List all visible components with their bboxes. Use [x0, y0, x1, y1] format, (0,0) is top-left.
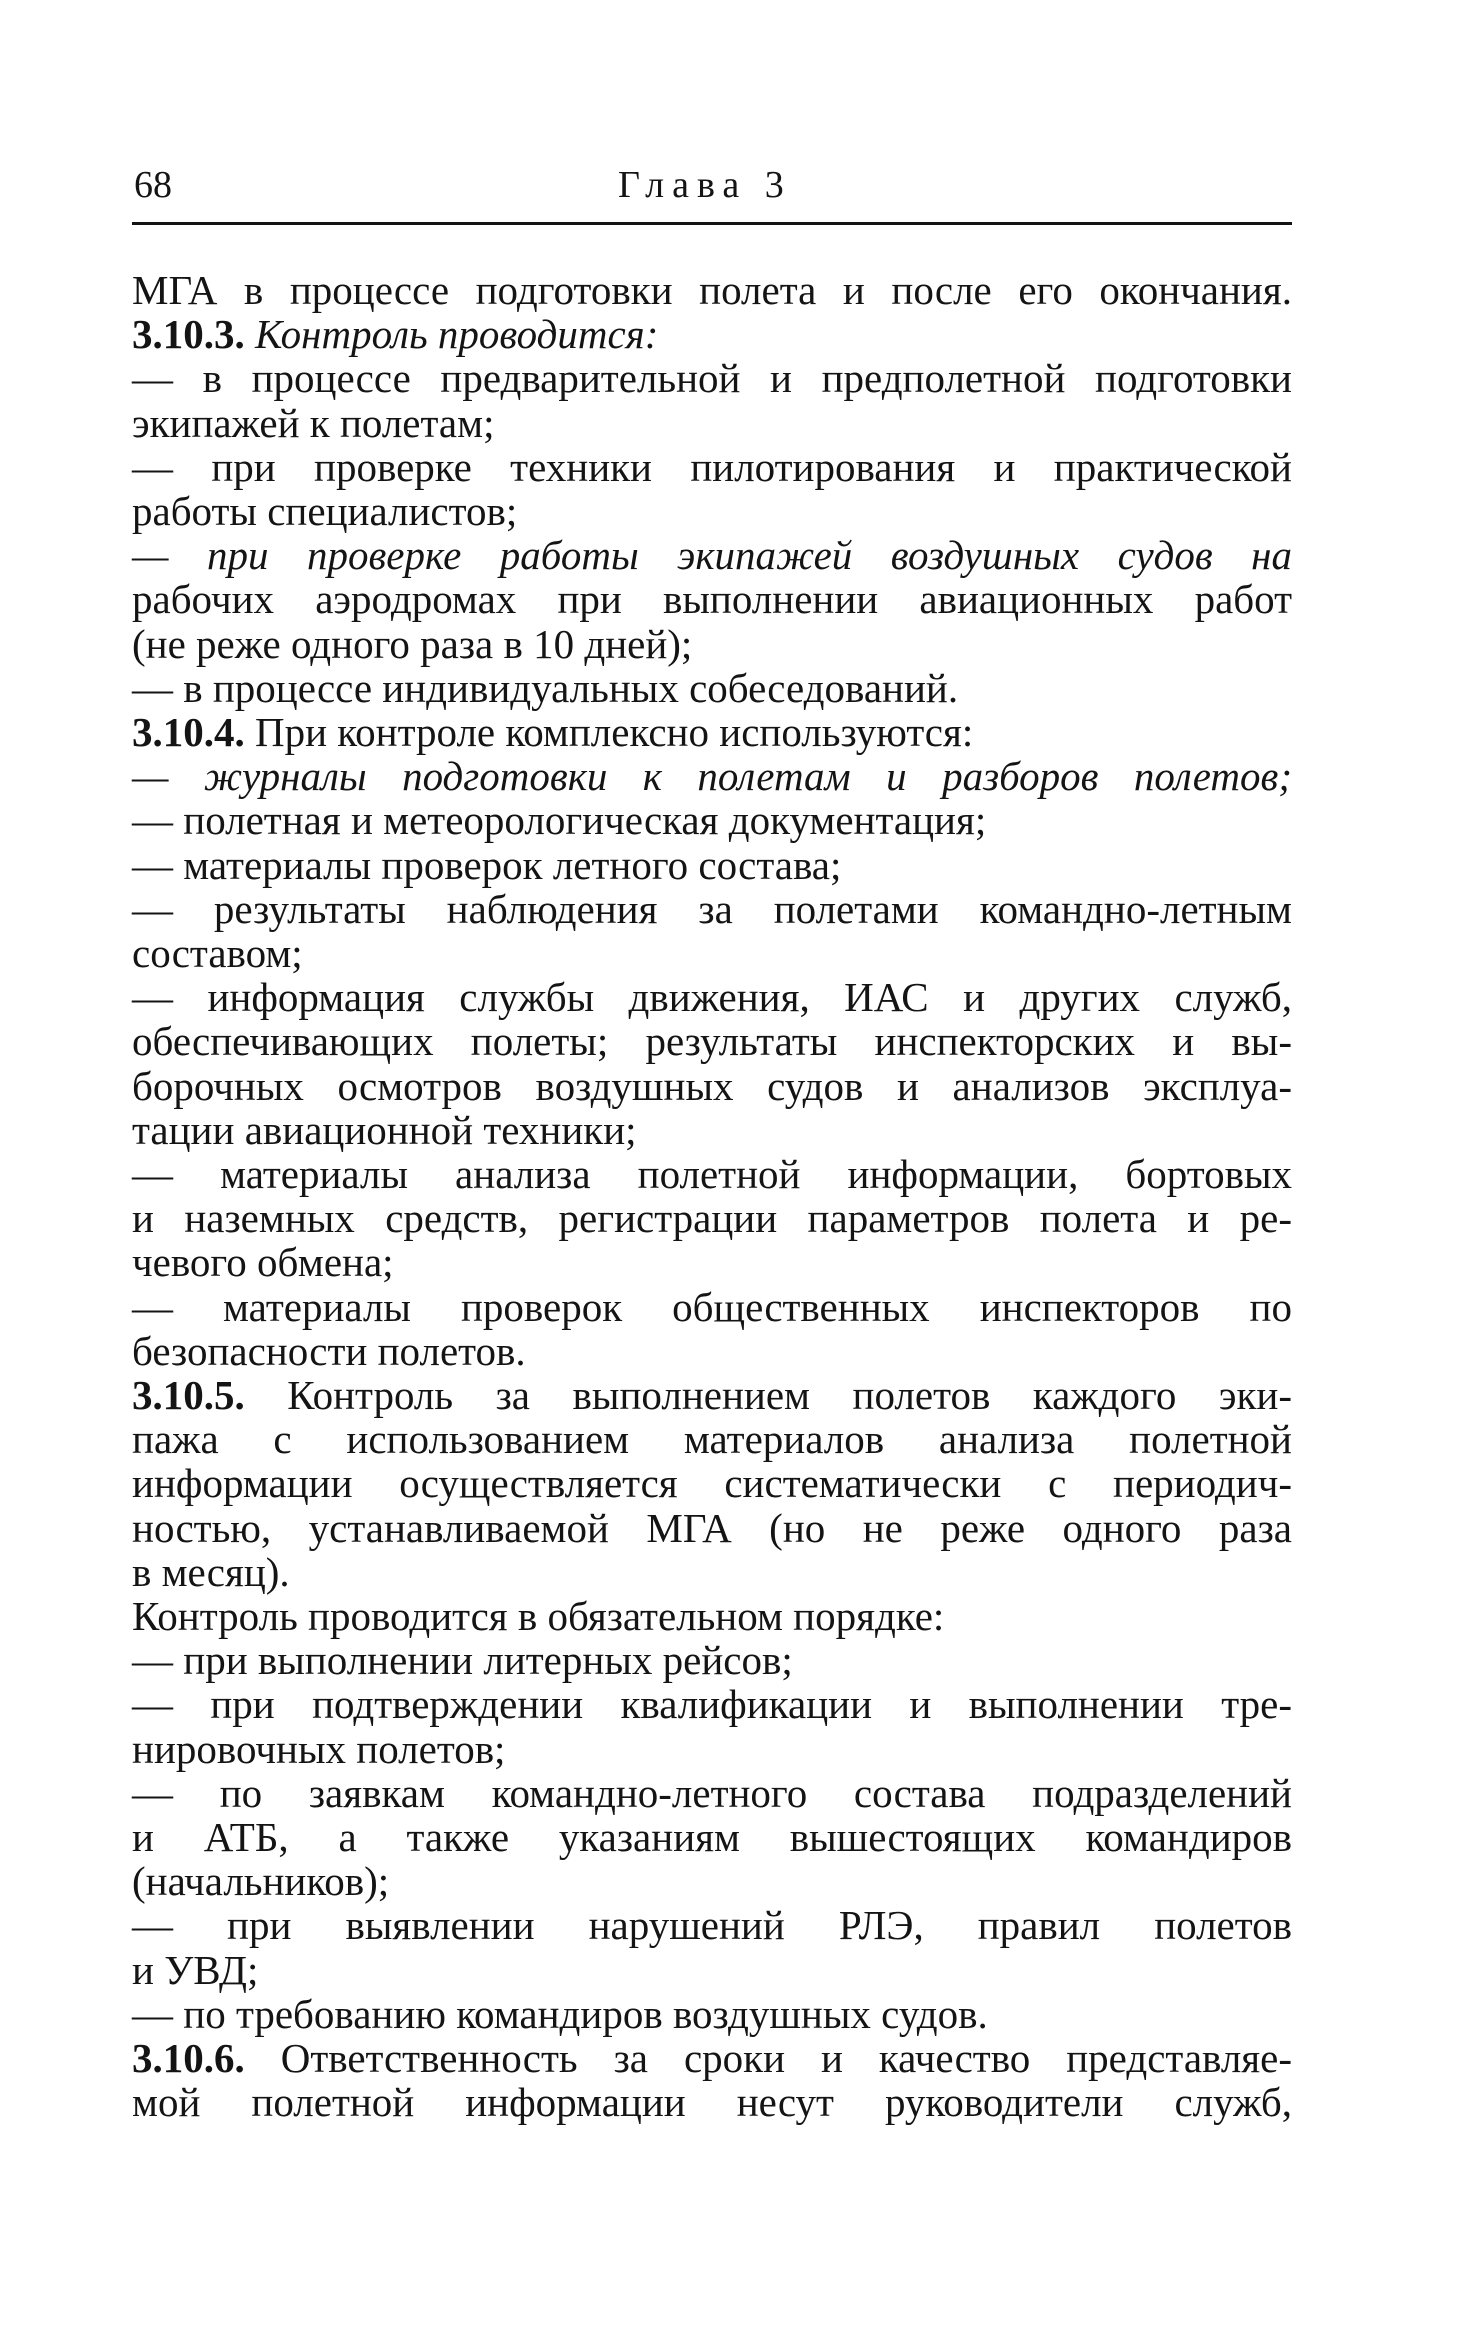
text-line [132, 1064, 1292, 1108]
line-text: (начальников); [132, 1858, 390, 1904]
section-number: 3.10.5. [132, 1372, 245, 1418]
text-line [132, 1903, 1292, 1947]
text-line [132, 1771, 1292, 1815]
text-line [132, 1329, 1292, 1373]
text-line [132, 666, 1292, 710]
line-text: — материалы проверок летного состава; [132, 842, 842, 888]
text-line [132, 1285, 1292, 1329]
text-line [132, 1815, 1292, 1859]
line-text: — полетная и метеорологическая документация; [132, 797, 987, 843]
line-text: (не реже одного раза в 10 дней); [132, 621, 693, 667]
line-text: — при проверке техники пилотирования и практической [132, 444, 1292, 490]
line-text: безопасности полетов. [132, 1328, 526, 1374]
line-text: рабочих аэродромах при выполнении авиационных работ [132, 576, 1292, 622]
section-number: 3.10.6. [132, 2035, 245, 2081]
text-line [132, 1859, 1292, 1903]
text-line [132, 1506, 1292, 1550]
line-text: в месяц). [132, 1549, 290, 1595]
chapter-title: Глава 3 [618, 164, 792, 206]
text-line [132, 1196, 1292, 1240]
text-line [132, 356, 1292, 400]
text-line [132, 577, 1292, 621]
text-line [132, 1948, 1292, 1992]
text-line [132, 1550, 1292, 1594]
line-text: борочных осмотров воздушных судов и анализов эксплуа- [132, 1063, 1292, 1109]
line-text: — по требованию командиров воздушных судов. [132, 1991, 988, 2037]
line-text: пажа с использованием материалов анализа полетной [132, 1416, 1292, 1462]
text-line [132, 1638, 1292, 1682]
text-line [132, 887, 1292, 931]
line-text: информации осуществляется систематически с периодич- [132, 1460, 1292, 1506]
line-text: — журналы подготовки к полетам и разборов полетов; [132, 753, 1292, 799]
line-text: — информация службы движения, ИАС и других служб, [132, 974, 1292, 1020]
line-text: — при подтверждении квалификации и выполнении тре- [132, 1681, 1292, 1727]
line-text: — в процессе предварительной и предполетной подготовки [132, 355, 1292, 401]
line-text: обеспечивающих полеты; результаты инспекторских и вы- [132, 1018, 1292, 1064]
text-line [132, 445, 1292, 489]
text-line [132, 798, 1292, 842]
line-text: — по заявкам командно-летного состава подразделений [132, 1770, 1292, 1816]
line-text: — при выявлении нарушений РЛЭ, правил полетов [132, 1902, 1292, 1948]
page-number: 68 [134, 164, 172, 206]
text-line [132, 1108, 1292, 1152]
line-text: работы специалистов; [132, 488, 518, 534]
line-text: тации авиационной техники; [132, 1107, 637, 1153]
line-text: Контроль проводится: [244, 311, 659, 357]
text-line [132, 1373, 1292, 1417]
line-text: МГА в процессе подготовки полета и после его окончания. [132, 267, 1292, 313]
text-line [132, 1240, 1292, 1284]
text-line [132, 1992, 1292, 2036]
line-text: чевого обмена; [132, 1239, 394, 1285]
line-text: — при выполнении литерных рейсов; [132, 1637, 793, 1683]
line-text: нировочных полетов; [132, 1726, 506, 1772]
section-number: 3.10.3. [132, 311, 245, 357]
text-line [132, 1152, 1292, 1196]
text-line [132, 533, 1292, 577]
text-line [132, 1682, 1292, 1726]
text-line [132, 489, 1292, 533]
text-line [132, 312, 1292, 356]
line-text: и АТБ, а также указаниям вышестоящих командиров [132, 1814, 1292, 1860]
text-line [132, 1594, 1292, 1638]
text-line [132, 1727, 1292, 1771]
line-text: и УВД; [132, 1947, 259, 1993]
line-text: — материалы анализа полетной информации, бортовых [132, 1151, 1292, 1197]
text-line [132, 1461, 1292, 1505]
header-rule [132, 222, 1292, 225]
page-header [132, 162, 1292, 218]
text-line [132, 2036, 1292, 2080]
line-text: Ответственность за сроки и качество представляе- [244, 2035, 1292, 2081]
line-text: — результаты наблюдения за полетами командно-летным [132, 886, 1292, 932]
line-text: составом; [132, 930, 303, 976]
text-line [132, 931, 1292, 975]
line-text: мой полетной информации несут руководители служб, [132, 2079, 1292, 2125]
text-line [132, 622, 1292, 666]
line-text: экипажей к полетам; [132, 400, 495, 446]
text-line [132, 2080, 1292, 2124]
text-line [132, 401, 1292, 445]
line-text: Контроль за выполнением полетов каждого эки- [244, 1372, 1292, 1418]
line-text: — материалы проверок общественных инспекторов по [132, 1284, 1292, 1330]
text-line [132, 975, 1292, 1019]
line-text: Контроль проводится в обязательном порядке: [132, 1593, 945, 1639]
line-text: — в процессе индивидуальных собеседований. [132, 665, 959, 711]
text-line [132, 754, 1292, 798]
line-text: При контроле комплексно используются: [244, 709, 974, 755]
line-text: ностью, устанавливаемой МГА (но не реже одного раза [132, 1505, 1292, 1551]
text-line [132, 1417, 1292, 1461]
text-line [132, 1019, 1292, 1063]
line-text: и наземных средств, регистрации параметров полета и ре- [132, 1195, 1292, 1241]
text-line [132, 843, 1292, 887]
section-number: 3.10.4. [132, 709, 245, 755]
line-text: — при проверке работы экипажей воздушных судов на [132, 532, 1292, 578]
text-line [132, 268, 1292, 312]
text-line [132, 710, 1292, 754]
